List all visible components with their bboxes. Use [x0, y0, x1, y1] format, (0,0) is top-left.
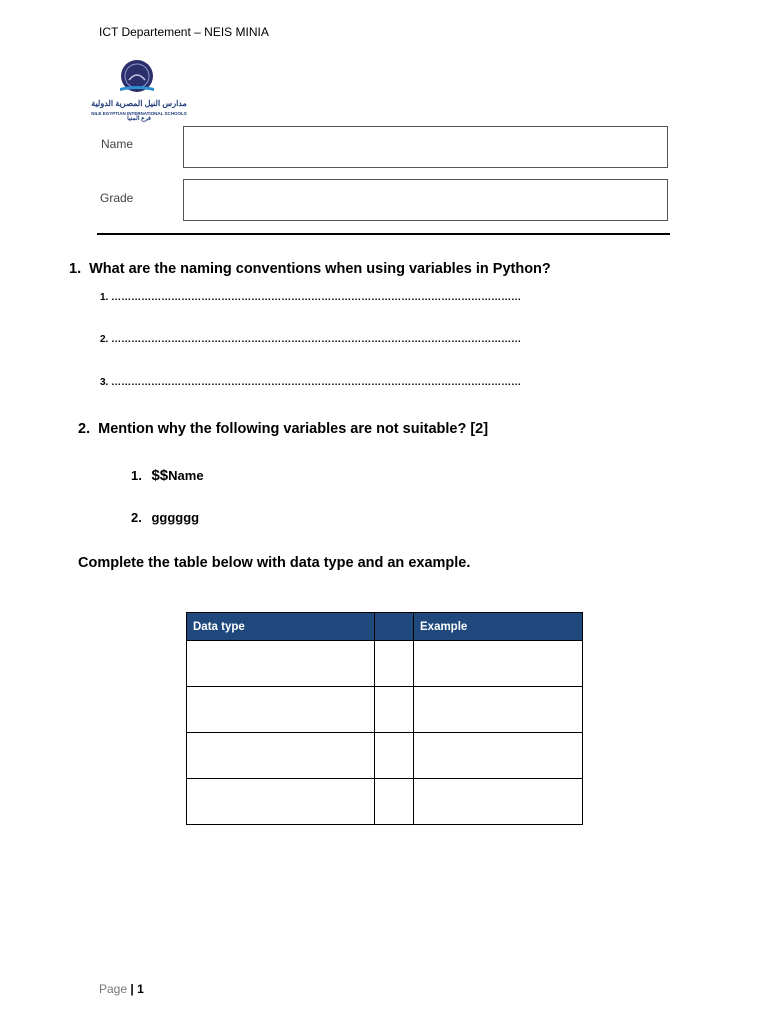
table-header-example: Example — [414, 613, 583, 641]
answer-line-3[interactable] — [100, 377, 521, 388]
name-field[interactable] — [183, 126, 668, 168]
variable-item-number: 2. — [131, 510, 142, 525]
variable-prefix: $$ — [151, 467, 169, 484]
divider — [97, 233, 670, 235]
footer-label: Page — [99, 982, 128, 996]
footer-separator: | — [130, 982, 134, 996]
name-label: Name — [101, 137, 134, 151]
answer-line-2[interactable] — [100, 334, 521, 345]
answer-line-number: 2. — [100, 334, 109, 345]
table-cell[interactable] — [414, 733, 583, 779]
question-2-number: 2. — [78, 421, 91, 437]
answer-line-dots: …………………………………………………………………………………………………………… — [111, 334, 522, 345]
logo-branch: فرع المنيا — [127, 116, 151, 122]
answer-line-1[interactable] — [100, 292, 521, 303]
table-header-row — [187, 613, 583, 641]
answer-line-dots: …………………………………………………………………………………………………………… — [111, 377, 522, 388]
question-1-number: 1. — [69, 261, 82, 277]
data-type-table — [186, 612, 583, 825]
school-emblem-icon — [90, 58, 188, 98]
variable-item-1 — [131, 467, 204, 484]
answer-line-dots: …………………………………………………………………………………………………………… — [111, 292, 522, 303]
table-row — [187, 687, 583, 733]
logo-english-name: NILE EGYPTIAN INTERNATIONAL SCHOOLS — [91, 111, 187, 116]
table-row — [187, 733, 583, 779]
question-2-title — [78, 421, 488, 437]
table-cell[interactable] — [414, 687, 583, 733]
school-logo — [90, 58, 188, 126]
table-header-data-type: Data type — [187, 613, 375, 641]
variable-item-number: 1. — [131, 468, 142, 483]
table-cell[interactable] — [375, 733, 414, 779]
footer-page-number: 1 — [137, 982, 144, 996]
table-cell[interactable] — [375, 779, 414, 825]
header-text: ICT Departement – NEIS MINIA — [99, 25, 269, 39]
table-cell[interactable] — [375, 641, 414, 687]
grade-label: Grade — [100, 191, 134, 205]
question-1-title — [69, 261, 551, 277]
page-footer — [99, 982, 144, 996]
table-cell[interactable] — [414, 641, 583, 687]
table-row — [187, 779, 583, 825]
table-row — [187, 641, 583, 687]
variable-item-2 — [131, 510, 199, 525]
variable-text: gggggg — [151, 510, 200, 525]
question-2-text: Mention why the following variables are not suitable? [2] — [98, 421, 489, 437]
table-header-blank — [375, 613, 414, 641]
table-cell[interactable] — [187, 641, 375, 687]
variable-text: Name — [168, 468, 204, 483]
table-cell[interactable] — [187, 779, 375, 825]
question-3-title: Complete the table below with data type and an example. — [78, 555, 471, 571]
table-cell[interactable] — [375, 687, 414, 733]
table-cell[interactable] — [187, 733, 375, 779]
table-cell[interactable] — [187, 687, 375, 733]
answer-line-number: 3. — [100, 377, 109, 388]
logo-arabic-name: مدارس النيل المصرية الدولية — [91, 99, 187, 108]
answer-line-number: 1. — [100, 292, 109, 303]
grade-field[interactable] — [183, 179, 668, 221]
table-cell[interactable] — [414, 779, 583, 825]
question-1-text: What are the naming conventions when using variables in Python? — [89, 261, 551, 277]
